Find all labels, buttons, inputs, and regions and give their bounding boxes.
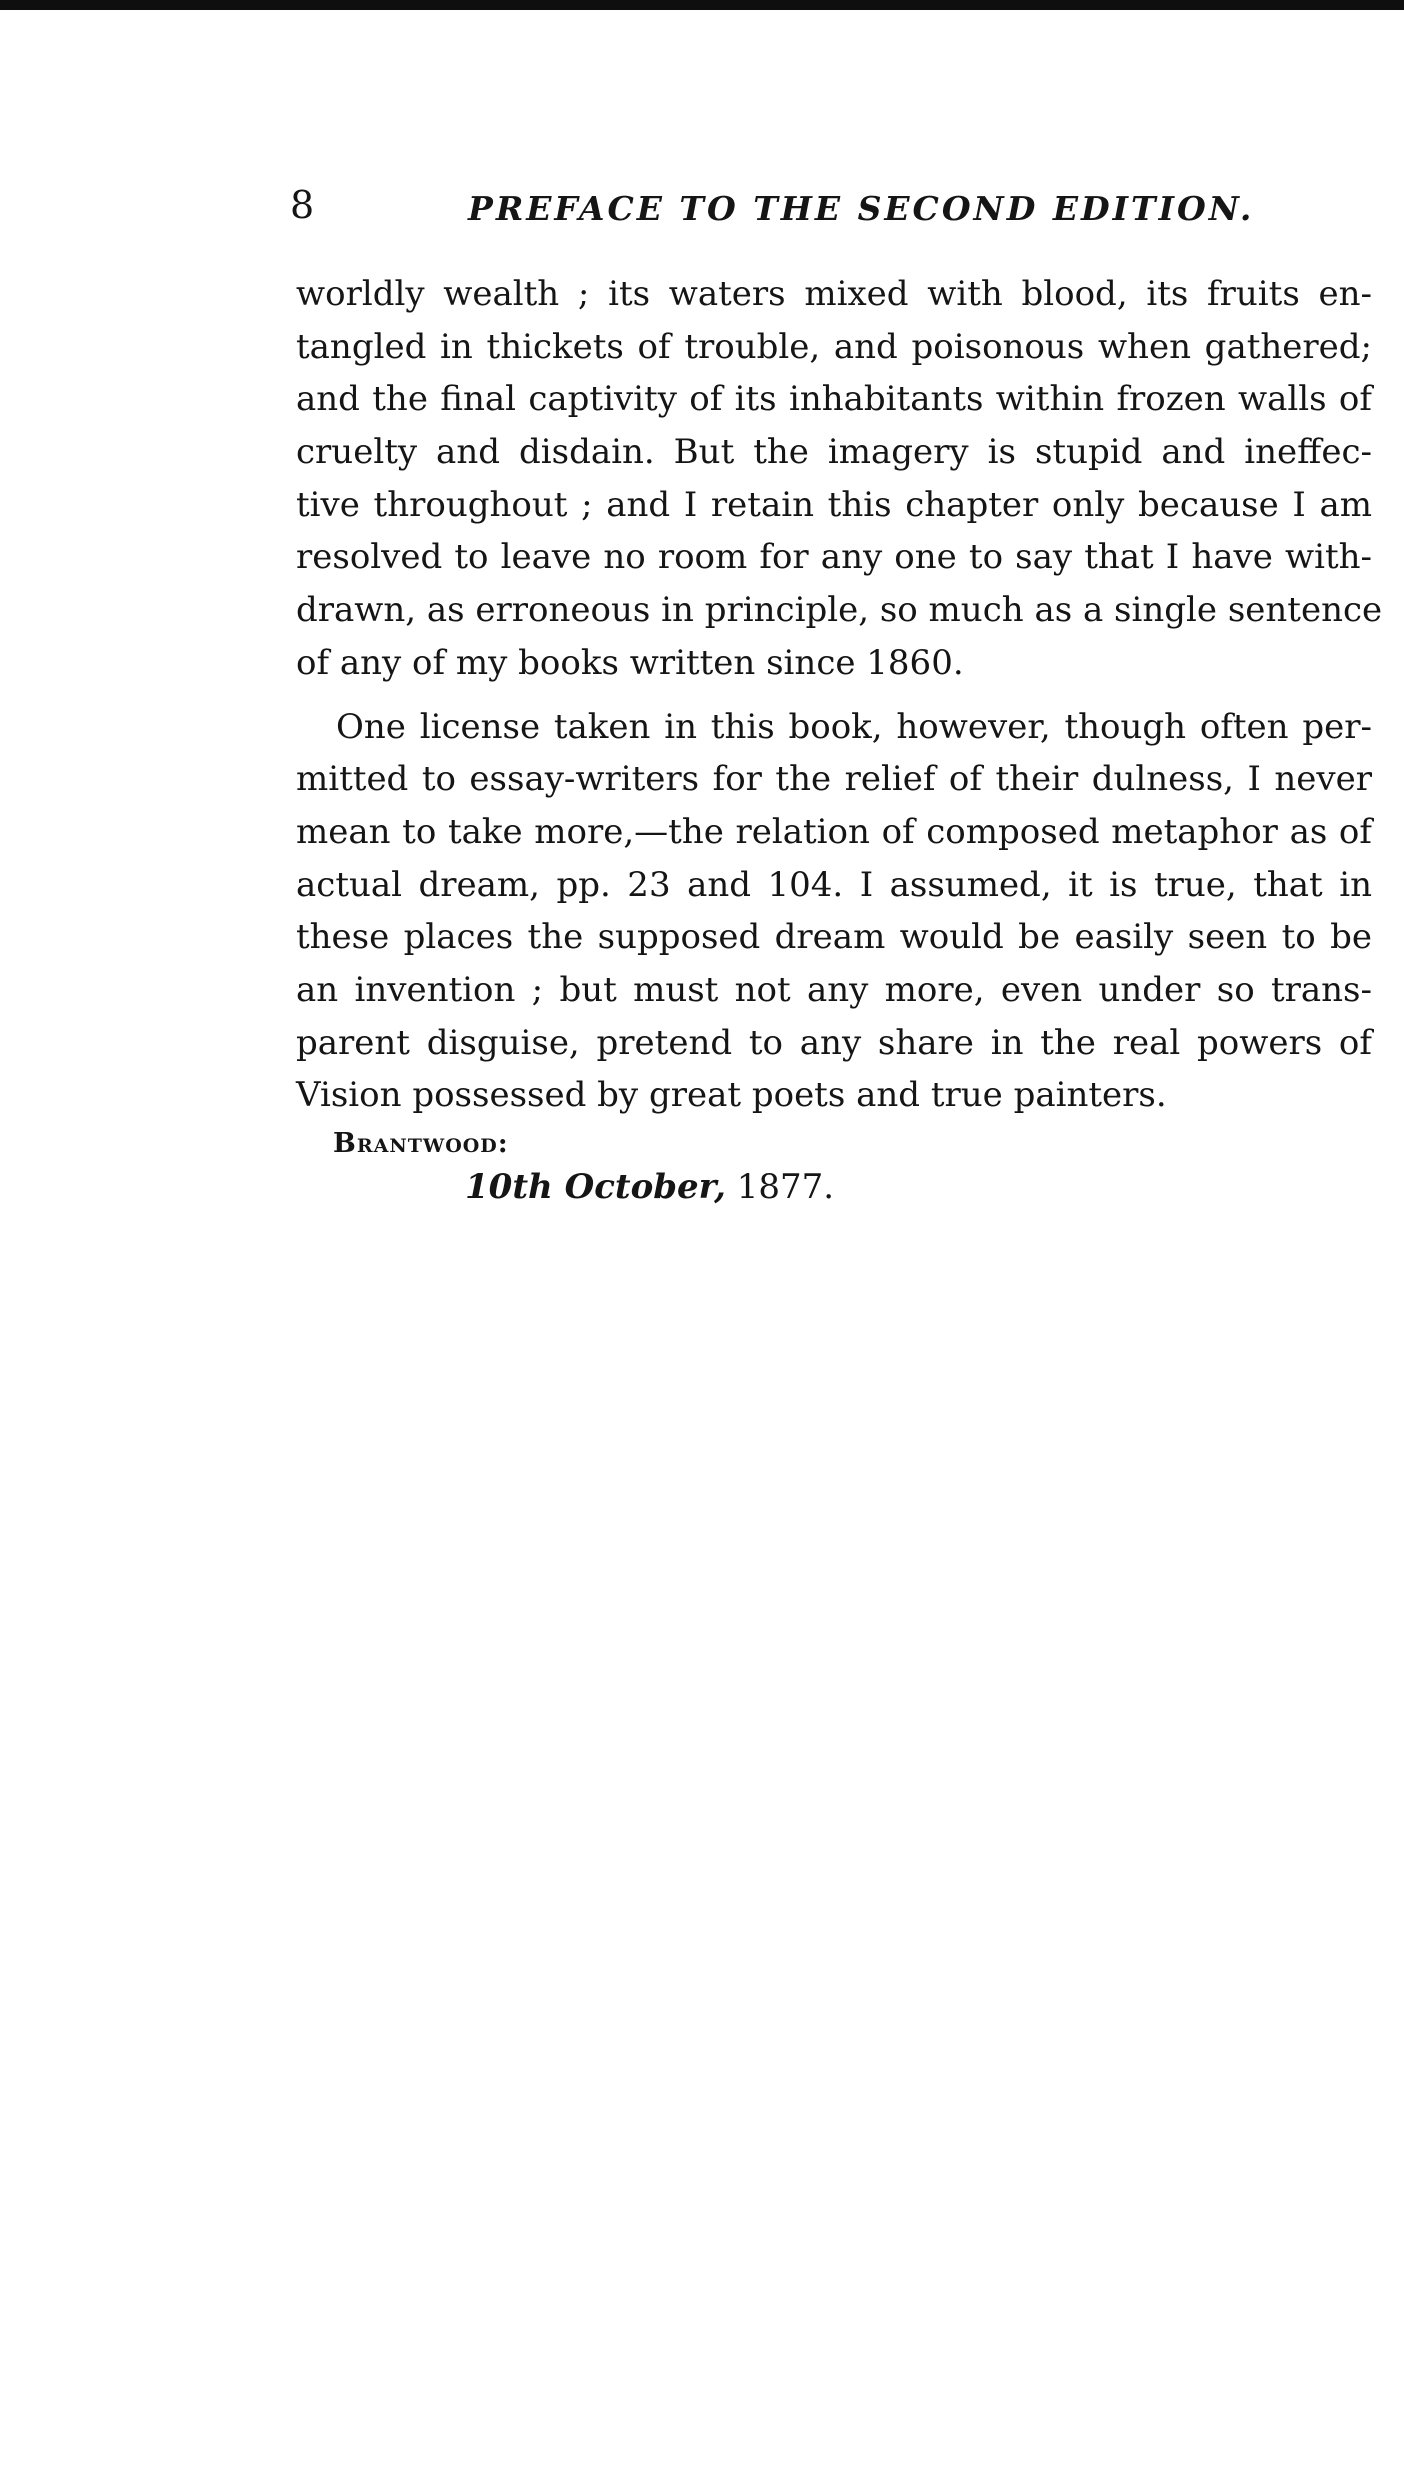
paragraph-break [296, 690, 1372, 701]
text-line: Vision possessed by great poets and true painters. [296, 1075, 1167, 1116]
page-number: 8 [290, 183, 315, 227]
text-line: mean to take more,—the relation of composed metaphor as of [296, 811, 1372, 852]
signature-date [465, 1162, 834, 1212]
signature-date-year: 1877. [736, 1167, 835, 1207]
signature-date-day: 10th October, [465, 1167, 726, 1207]
text-line: an invention ; but must not any more, even under so trans- [296, 969, 1372, 1010]
text-line: worldly wealth ; its waters mixed with blood, its fruits en- [296, 274, 1372, 314]
text-line: of any of my books written since 1860. [296, 642, 964, 683]
text-line: tive throughout ; and I retain this chapter only because I am [296, 484, 1372, 525]
text-line: One license taken in this book, however, though often per- [336, 706, 1372, 747]
text-line: drawn, as erroneous in principle, so much as a single sentence [296, 590, 1383, 631]
running-head: PREFACE TO THE SECOND EDITION. [468, 189, 1255, 228]
text-line: tangled in thickets of trouble, and poisonous when gathered; [296, 326, 1372, 367]
text-line: parent disguise, pretend to any share in the real powers of [296, 1022, 1372, 1063]
text-line: mitted to essay-writers for the relief of their dulness, I never [296, 759, 1372, 800]
text-line: actual dream, pp. 23 and 104. I assumed, it is true, that in [296, 864, 1372, 905]
top-scan-border [0, 0, 1404, 10]
text-line: these places the supposed dream would be easily seen to be [296, 917, 1372, 958]
text-line: and the final captivity of its inhabitants within frozen walls of [296, 379, 1372, 420]
text-line: resolved to leave no room for any one to say that I have with- [296, 537, 1372, 578]
text-line: cruelty and disdain. But the imagery is stupid and ineffec- [296, 432, 1372, 473]
body-text [296, 268, 1383, 1122]
signature-place: Brantwood: [333, 1128, 509, 1159]
